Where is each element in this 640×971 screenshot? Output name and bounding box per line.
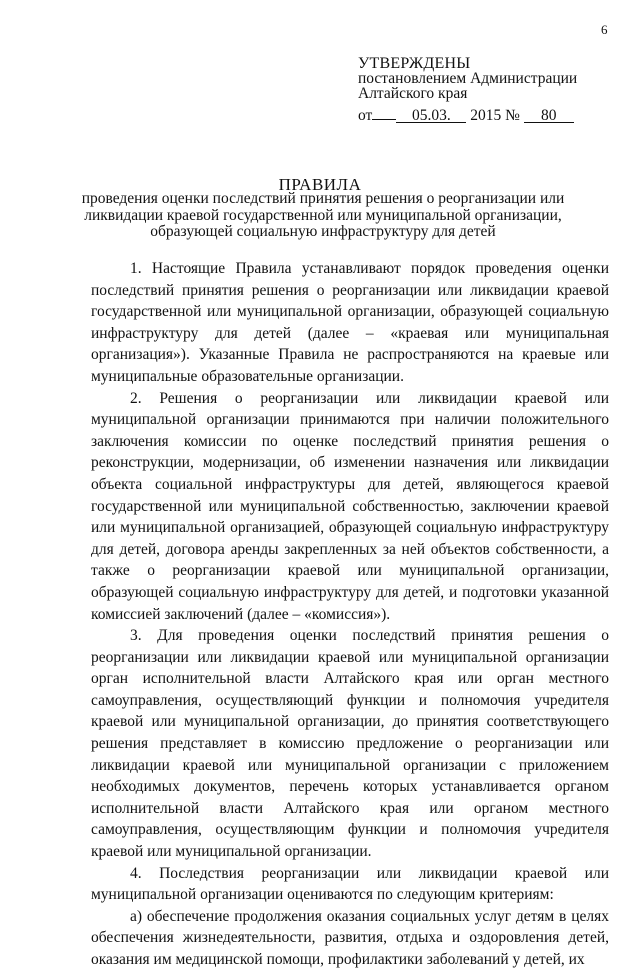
document-subtitle: проведения оценки последствий принятия решения о реорганизации или ликвидации краевой государственной или муниципальной организации, образующей социальную инфраструктуру для детей bbox=[81, 190, 565, 240]
approval-date-line bbox=[358, 108, 628, 123]
from-label: от bbox=[358, 107, 373, 124]
document-body bbox=[91, 258, 609, 971]
approval-line-1: постановлением Администрации bbox=[358, 70, 578, 87]
number-label: № bbox=[505, 107, 520, 124]
paragraph-3: 3. Для проведения оценки последствий принятия решения о реорганизации или ликвидации краевой или муниципальной организации орган исполнительной власти Алтайского края или орган местного самоуправления, осуществляющий функции и полномочия учредителя краевой или муниципальной организации, до принятия соответствующего решения представляет в комиссию предложение о реорганизации или ликвидации краевой или муниципальной организации с приложением необходимых документов, перечень которых устанавливается органом исполнительной власти Алтайского края или органом местного самоуправления, осуществляющим функции и полномочия учредителя краевой или муниципальной организации. bbox=[91, 627, 609, 861]
document-title: ПРАВИЛА bbox=[278, 175, 362, 194]
approval-number: 80 bbox=[524, 109, 574, 123]
page-number: 6 bbox=[601, 22, 608, 37]
approval-stamp bbox=[358, 56, 628, 123]
paragraph-4: 4. Последствия реорганизации или ликвидации краевой или муниципальной организации оцениваются по следующим критериям: bbox=[91, 864, 609, 904]
date-blank bbox=[372, 119, 396, 120]
approval-date: 05.03. bbox=[396, 109, 466, 123]
approval-year: 2015 bbox=[470, 107, 502, 124]
paragraph-2: 2. Решения о реорганизации или ликвидации краевой или муниципальной организации принимаются при наличии положительного заключения комиссии по оценке последствий принятия решения о реконструкции, модернизации, об изменении назначения или ликвидации объекта социальной инфраструктуры для детей, являющегося краевой государственной или муниципальной собственностью, заключении краевой или муниципальной организацией, образующей социальную инфраструктуру для детей, договора аренды закрепленных за ней объектов собственности, а также о реорганизации краевой или муниципальной организации, образующей социальную инфраструктуру для детей, и подготовки указанной комиссией заключений (далее – «комиссия»). bbox=[91, 389, 609, 623]
paragraph-1: 1. Настоящие Правила устанавливают порядок проведения оценки последствий принятия решения о реорганизации или ликвидации краевой государственной или муниципальной организации, образующей социальную инфраструктуру для детей (далее – «краевая или муниципальная организация»). Указанные Правила не распространяются на краевые или муниципальные образовательные организации. bbox=[91, 260, 609, 385]
approval-title: УТВЕРЖДЕНЫ bbox=[358, 55, 471, 72]
approval-line-2: Алтайского края bbox=[358, 85, 468, 102]
paragraph-4a: а) обеспечение продолжения оказания социальных услуг детям в целях обеспечения жизнедеятельности, развития, отдыха и оздоровления детей, оказания им медицинской помощи, профилактики заболеваний у детей, их bbox=[91, 907, 609, 968]
